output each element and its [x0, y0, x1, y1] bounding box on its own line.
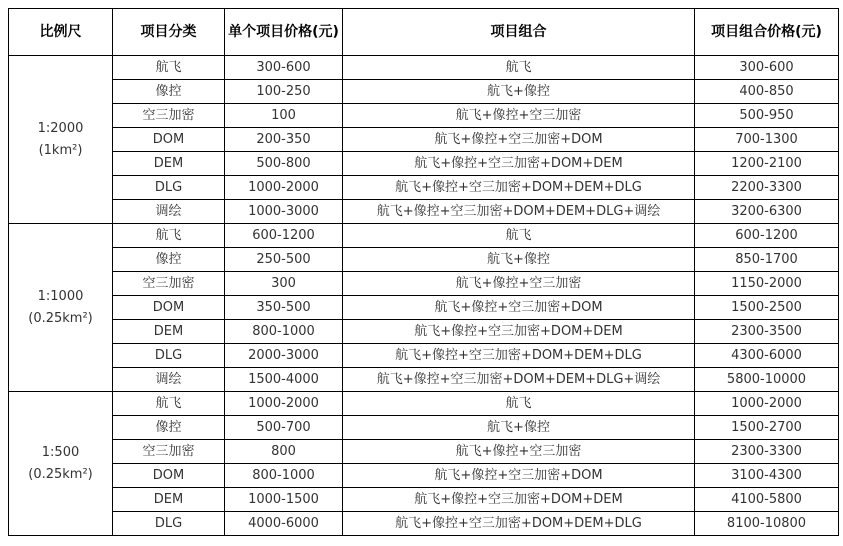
unit-price-cell: 100 [225, 104, 343, 128]
scale-ratio: 1:1000 [37, 288, 84, 304]
combo-price-cell: 2300-3500 [695, 320, 839, 344]
table-row [9, 416, 839, 440]
table-row [9, 296, 839, 320]
combo-price-cell: 5800-10000 [695, 368, 839, 392]
combo-cell: 航飞+像控 [343, 248, 695, 272]
table-row [9, 224, 839, 248]
category-cell: 航飞 [113, 392, 225, 416]
combo-price-cell: 1500-2500 [695, 296, 839, 320]
category-cell: 航飞 [113, 56, 225, 80]
unit-price-cell: 300 [225, 272, 343, 296]
unit-price-cell: 250-500 [225, 248, 343, 272]
unit-price-cell: 1000-2000 [225, 176, 343, 200]
table-row [9, 512, 839, 536]
table-row [9, 488, 839, 512]
table-row [9, 104, 839, 128]
combo-price-cell: 3100-4300 [695, 464, 839, 488]
scale-area: (0.25km²) [28, 310, 93, 326]
table-row [9, 152, 839, 176]
scale-area: (1km²) [38, 142, 83, 158]
unit-price-cell: 600-1200 [225, 224, 343, 248]
unit-price-cell: 500-700 [225, 416, 343, 440]
combo-cell: 航飞+像控+空三加密+DOM+DEM+DLG+调绘 [343, 200, 695, 224]
unit-price-cell: 800-1000 [225, 320, 343, 344]
unit-price-cell: 200-350 [225, 128, 343, 152]
unit-price-cell: 1000-2000 [225, 392, 343, 416]
table-row [9, 56, 839, 80]
category-cell: DOM [113, 464, 225, 488]
combo-price-cell: 850-1700 [695, 248, 839, 272]
combo-price-cell: 400-850 [695, 80, 839, 104]
combo-price-cell: 4300-6000 [695, 344, 839, 368]
combo-price-cell: 1500-2700 [695, 416, 839, 440]
table-body [9, 56, 839, 536]
header-unit-price: 单个项目价格(元) [225, 9, 343, 56]
header-row [9, 9, 839, 56]
category-cell: DEM [113, 320, 225, 344]
table-row [9, 272, 839, 296]
combo-price-cell: 300-600 [695, 56, 839, 80]
combo-cell: 航飞+像控+空三加密+DOM [343, 296, 695, 320]
category-cell: 像控 [113, 416, 225, 440]
category-cell: 空三加密 [113, 440, 225, 464]
table-row [9, 320, 839, 344]
unit-price-cell: 800 [225, 440, 343, 464]
table-row [9, 248, 839, 272]
combo-price-cell: 2200-3300 [695, 176, 839, 200]
combo-price-cell: 8100-10800 [695, 512, 839, 536]
table-row [9, 200, 839, 224]
category-cell: 像控 [113, 80, 225, 104]
combo-cell: 航飞+像控+空三加密+DOM+DEM+DLG+调绘 [343, 368, 695, 392]
combo-price-cell: 600-1200 [695, 224, 839, 248]
combo-price-cell: 3200-6300 [695, 200, 839, 224]
table-row [9, 176, 839, 200]
category-cell: DOM [113, 296, 225, 320]
combo-cell: 航飞+像控 [343, 416, 695, 440]
combo-cell: 航飞 [343, 392, 695, 416]
combo-cell: 航飞+像控+空三加密+DOM+DEM [343, 320, 695, 344]
unit-price-cell: 800-1000 [225, 464, 343, 488]
category-cell: DLG [113, 344, 225, 368]
category-cell: 空三加密 [113, 272, 225, 296]
combo-price-cell: 4100-5800 [695, 488, 839, 512]
category-cell: 调绘 [113, 368, 225, 392]
price-table [8, 8, 839, 536]
category-cell: DEM [113, 152, 225, 176]
combo-cell: 航飞+像控+空三加密+DOM+DEM+DLG [343, 512, 695, 536]
combo-cell: 航飞+像控+空三加密 [343, 440, 695, 464]
table-row [9, 464, 839, 488]
category-cell: DLG [113, 512, 225, 536]
table-row [9, 80, 839, 104]
category-cell: DOM [113, 128, 225, 152]
header-combo: 项目组合 [343, 9, 695, 56]
scale-cell [9, 224, 113, 392]
combo-cell: 航飞 [343, 56, 695, 80]
combo-cell: 航飞+像控+空三加密+DOM+DEM [343, 488, 695, 512]
combo-price-cell: 1150-2000 [695, 272, 839, 296]
combo-price-cell: 1000-2000 [695, 392, 839, 416]
combo-cell: 航飞+像控+空三加密 [343, 104, 695, 128]
table-row [9, 368, 839, 392]
table-row [9, 128, 839, 152]
combo-cell: 航飞+像控+空三加密+DOM [343, 128, 695, 152]
scale-cell [9, 56, 113, 224]
combo-price-cell: 1200-2100 [695, 152, 839, 176]
unit-price-cell: 500-800 [225, 152, 343, 176]
combo-price-cell: 2300-3300 [695, 440, 839, 464]
combo-cell: 航飞+像控 [343, 80, 695, 104]
header-scale: 比例尺 [9, 9, 113, 56]
header-category: 项目分类 [113, 9, 225, 56]
category-cell: DLG [113, 176, 225, 200]
combo-price-cell: 500-950 [695, 104, 839, 128]
combo-cell: 航飞+像控+空三加密 [343, 272, 695, 296]
category-cell: DEM [113, 488, 225, 512]
scale-ratio: 1:2000 [37, 120, 84, 136]
combo-cell: 航飞 [343, 224, 695, 248]
category-cell: 空三加密 [113, 104, 225, 128]
scale-ratio: 1:500 [41, 444, 80, 460]
unit-price-cell: 300-600 [225, 56, 343, 80]
combo-cell: 航飞+像控+空三加密+DOM+DEM+DLG [343, 344, 695, 368]
unit-price-cell: 1000-3000 [225, 200, 343, 224]
unit-price-cell: 2000-3000 [225, 344, 343, 368]
combo-cell: 航飞+像控+空三加密+DOM+DEM [343, 152, 695, 176]
header-combo-price: 项目组合价格(元) [695, 9, 839, 56]
table-row [9, 440, 839, 464]
table-row [9, 344, 839, 368]
combo-price-cell: 700-1300 [695, 128, 839, 152]
unit-price-cell: 1000-1500 [225, 488, 343, 512]
unit-price-cell: 100-250 [225, 80, 343, 104]
combo-cell: 航飞+像控+空三加密+DOM [343, 464, 695, 488]
table-row [9, 392, 839, 416]
category-cell: 航飞 [113, 224, 225, 248]
unit-price-cell: 4000-6000 [225, 512, 343, 536]
category-cell: 像控 [113, 248, 225, 272]
scale-area: (0.25km²) [28, 466, 93, 482]
unit-price-cell: 1500-4000 [225, 368, 343, 392]
unit-price-cell: 350-500 [225, 296, 343, 320]
scale-cell [9, 392, 113, 536]
category-cell: 调绘 [113, 200, 225, 224]
combo-cell: 航飞+像控+空三加密+DOM+DEM+DLG [343, 176, 695, 200]
